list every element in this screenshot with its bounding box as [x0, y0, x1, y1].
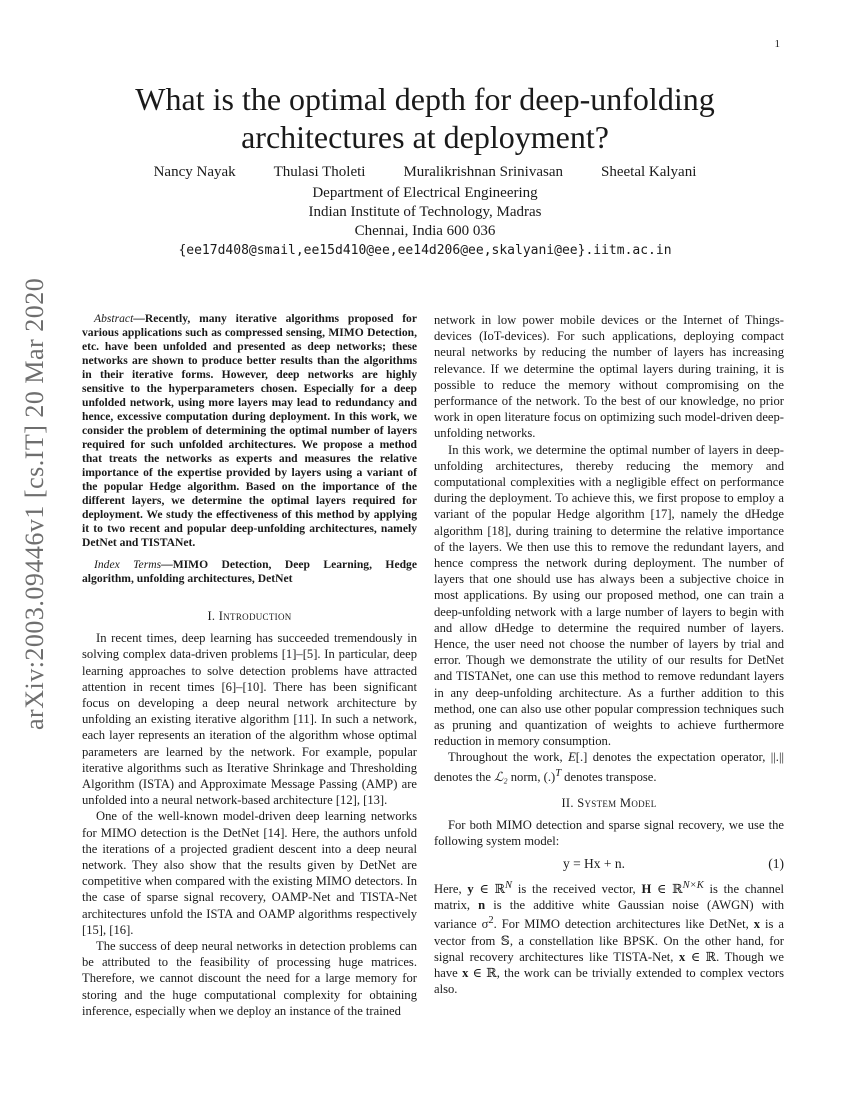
- intro-paragraph: In this work, we determine the optimal number of layers in deep-unfolding architectures, thereby reducing the memory and computational complexities with a negligible effect on performance during the deployment. To achieve this, we first propose to employ a variant of the popular Hedge algorithm [17], namely the dHedge algorithm [18], during training to determine the relative importance of the layers. We then use this to remove the redundant layers, and hence compress the network during deployment. The number of layers that one should use has always been a subjective choice in most applications. By using our proposed method, one can train a deep-unfolding network with a large number of layers to begin with and allow dHedge to determine the required number of layers. Hence, the user need not choose the number of layers by trial and error. Though we demonstrate the utility of our results for DetNet and TISTANet, one can use this method to remove redundant layers in any deep-unfolding architecture. As a further addition to this method, one can also use other popular compression techniques such as pruning and quantization of weights to achieve furthermore reduction in memory consumption.: [434, 442, 784, 749]
- equation-body: y = Hx + n.: [562, 855, 626, 871]
- author-name: Nancy Nayak: [153, 164, 236, 180]
- system-model-paragraph: [434, 878, 784, 998]
- author-emails: {ee17d408@smail,ee15d410@ee,ee14d206@ee,skalyani@ee}.iitm.ac.in: [178, 243, 672, 258]
- equation-1: [434, 856, 784, 872]
- math-symbol: E: [568, 750, 576, 765]
- math-symbol: x: [678, 950, 686, 965]
- paper-title: What is the optimal depth for deep-unfolding architectures at deployment?: [135, 81, 715, 155]
- text-run: is the received vector,: [512, 882, 642, 897]
- intro-paragraph: One of the well-known model-driven deep learning networks for MIMO detection is the DetNet [14]. Here, the authors unfold the iterations of a projected gradient descent into a deep neural network. They also show that the results given by DetNet are competitive when compared with the existing MIMO detectors. In the case of sparse signal recovery, OAMP-Net and TISTA-Net architectures unfold the ISTA and OAMP algorithms respectively [15], [16].: [82, 809, 417, 937]
- math-symbol: n: [478, 898, 486, 913]
- system-model-intro: For both MIMO detection and sparse signal recovery, we use the following system model:: [434, 818, 784, 849]
- text-run: ∈ ℝ. Though we have: [434, 950, 784, 981]
- author-name: Sheetal Kalyani: [601, 164, 697, 180]
- section-heading-system-model: [434, 795, 784, 811]
- abstract-text: —Recently, many iterative algorithms proposed for various applications such as compressed sensing, MIMO Detection, etc. have been unfolded and presented as deep networks; these networks are shown to produce better results than the algorithms in their iterative forms. However, deep networks are highly sensitive to the hyperparameters chosen. Especially for a deep unfolded network, using more layers may lead to redundancy and hence, excessive computation during deployment. In this work, we consider the problem of determining the optimal number of layers required for such unfolded architectures. We propose a method that treats the networks as experts and measures the relative importance of the expertise provided by layers using a variant of the popular Hedge algorithm. Based on the importance of the different layers, we determine the optimal layers required for deployment. We study the effectiveness of this method by applying it to two recent and popular deep-unfolding architectures, namely DetNet and TISTANet.: [82, 312, 417, 549]
- affiliation-institute: Indian Institute of Technology, Madras: [308, 204, 542, 220]
- text-run: [.] denotes the expectation operator, ||.|| denotes the: [434, 750, 784, 784]
- text-run: Throughout the work,: [448, 750, 569, 765]
- intro-continuation: network in low power mobile devices or the Internet of Things-devices (IoT-devices). For such applications, deploying compact neural networks by reducing the number of layers has increasing relevance. If we determine the optimal layers during training, it is possible to reduce the memory without compromising on the performance of the network. To the best of our knowledge, no prior work in open literature focus on optimizing such model-driven deep-unfolding networks.: [434, 313, 784, 441]
- author-name: Muralikrishnan Srinivasan: [403, 164, 563, 180]
- section-heading-introduction: [82, 608, 417, 624]
- abstract-label: Abstract: [94, 312, 134, 325]
- index-terms-text: —MIMO Detection, Deep Learning, Hedge algorithm, unfolding architectures, DetNet: [82, 558, 417, 585]
- intro-paragraph: In recent times, deep learning has succeeded tremendously in solving complex data-driven problems [1]–[5]. In particular, deep learning approaches to solve detection problems have attracted attention in recent times [6]–[10]. There has been significant focus on developing a deep neural network architecture by unfolding an existing iterative algorithm [11]. In such a network, each layer represents an iteration of the algorithm whose optimal parameters are learned by the network. For example, popular iterative algorithms such as Iterative Shrinkage and Thresholding Algorithm (ISTA) and Approximate Message Passing (AMP) are unfolded into a neural network-based architecture [12], [13].: [82, 631, 417, 808]
- index-terms: [82, 558, 417, 586]
- text-run: ∈ ℝ, the work can be trivially extended to complex vectors also.: [434, 966, 785, 997]
- math-superscript: N×K: [682, 879, 704, 891]
- author-list: [60, 164, 790, 181]
- right-column: [434, 312, 784, 998]
- arxiv-stamp: arXiv:2003.09446v1 [cs.IT] 20 Mar 2020: [20, 277, 49, 730]
- math-symbol: ℒ₂: [494, 769, 508, 784]
- author-name: Thulasi Tholeti: [273, 164, 366, 180]
- text-run: denotes transpose.: [561, 769, 657, 784]
- text-run: is the additive white Gaussian noise (AWGN) with variance σ: [434, 898, 785, 932]
- text-run: ∈ ℝ: [651, 882, 683, 897]
- text-run: norm, (.): [507, 769, 556, 784]
- math-symbol: y: [467, 882, 474, 897]
- math-symbol: x: [462, 966, 469, 981]
- text-run: . For MIMO detection architectures like DetNet,: [493, 917, 754, 932]
- section-number: I.: [207, 609, 219, 623]
- section-number: II.: [561, 796, 578, 811]
- math-superscript: 2: [488, 915, 494, 927]
- text-run: ∈ ℝ: [473, 882, 506, 897]
- math-symbol: H: [641, 882, 652, 897]
- notation-paragraph: [434, 749, 784, 785]
- section-title: Introduction: [218, 609, 292, 623]
- text-run: is the channel matrix,: [434, 882, 784, 913]
- text-run: is a vector from 𝕊, a constellation like BPSK. On the other hand, for signal recovery architectures like TISTA-Net,: [434, 917, 784, 965]
- intro-paragraph: The success of deep neural networks in detection problems can be attributed to the feasibility of processing huge matrices. Therefore, we cannot discount the need for a large memory for storing and the huge computational complexity for obtaining inference, especially when we deploy an instance of the trained: [82, 939, 417, 1018]
- math-superscript: N: [505, 879, 513, 891]
- page-number: 1: [774, 38, 780, 50]
- math-symbol: x: [753, 917, 761, 932]
- affiliation-city: Chennai, India 600 036: [354, 223, 496, 239]
- abstract: [82, 312, 417, 550]
- affiliation-department: Department of Electrical Engineering: [312, 185, 538, 201]
- index-terms-label: Index Terms: [94, 558, 162, 571]
- text-run: Here,: [434, 882, 468, 897]
- left-column: [82, 312, 417, 1019]
- equation-number: (1): [768, 855, 784, 871]
- math-superscript: T: [555, 767, 562, 779]
- section-title: System Model: [577, 796, 657, 811]
